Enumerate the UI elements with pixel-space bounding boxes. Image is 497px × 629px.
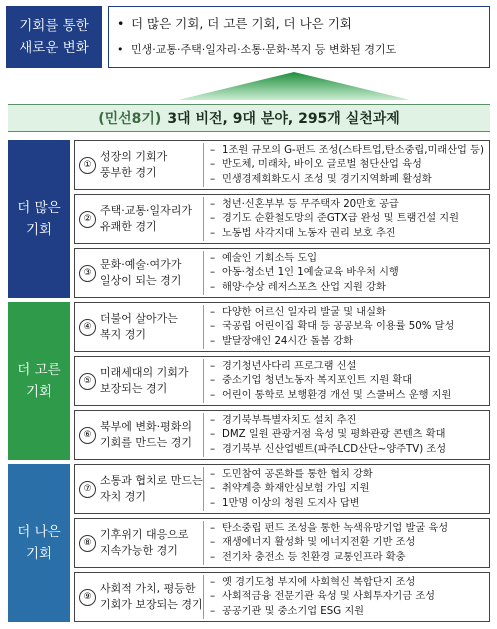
dash-icon: – xyxy=(210,267,216,279)
dash-icon: – xyxy=(210,360,216,372)
list-item xyxy=(210,227,487,240)
item-text: 경기북부특별자치도 설치 추진 xyxy=(222,414,357,426)
category-title xyxy=(79,303,203,351)
banner-line-1 xyxy=(117,11,481,37)
category-title-line1: 더불어 살아가는 xyxy=(100,312,178,325)
section-better-opportunity xyxy=(8,464,490,622)
dash-icon: – xyxy=(210,375,216,387)
dash-icon: – xyxy=(210,321,216,333)
category-title xyxy=(79,465,203,513)
circled-number: ③ xyxy=(79,265,96,282)
dash-icon: – xyxy=(210,213,216,225)
dash-icon: – xyxy=(210,537,216,549)
section-body xyxy=(74,140,490,298)
section-label-line1: 더 많은 xyxy=(17,200,61,216)
list-item xyxy=(210,497,487,510)
list-item xyxy=(210,173,487,186)
list-item xyxy=(210,306,487,319)
category-row-8 xyxy=(74,518,490,568)
item-text: 취약계층 화재안심보험 가입 지원 xyxy=(222,483,370,495)
item-text: 사회적금융 전문기관 육성 및 사회투자기금 조성 xyxy=(222,591,436,603)
dash-icon: – xyxy=(210,306,216,318)
dash-icon: – xyxy=(210,522,216,534)
category-row-9 xyxy=(74,572,490,622)
bullet-icon: • xyxy=(117,43,124,56)
section-label-line1: 더 고른 xyxy=(17,362,61,378)
category-row-3 xyxy=(74,248,490,298)
banner-label xyxy=(6,6,102,68)
category-title-line2: 일상이 되는 경기 xyxy=(100,274,182,287)
circled-number: ⑧ xyxy=(79,535,96,552)
item-text: 전기차 충전소 등 친환경 교통인프라 확충 xyxy=(222,552,406,564)
section-fairer-opportunity xyxy=(8,302,490,460)
dash-icon: – xyxy=(210,444,216,456)
item-list xyxy=(203,467,487,511)
section-body xyxy=(74,464,490,622)
bullet-icon: • xyxy=(117,16,125,31)
list-item xyxy=(210,281,487,294)
section-label-line2: 기회 xyxy=(25,222,53,238)
item-list xyxy=(203,305,487,349)
green-arrow-icon xyxy=(178,70,410,100)
circled-number: ⑨ xyxy=(79,589,96,606)
list-item xyxy=(210,522,487,535)
banner-box xyxy=(108,6,490,68)
category-title xyxy=(79,519,203,567)
circled-number: ① xyxy=(79,157,96,174)
category-title-line2: 자치 경기 xyxy=(100,490,147,503)
list-item xyxy=(210,414,487,427)
item-text: 1만명 이상의 청원 도지사 답변 xyxy=(222,498,360,510)
dash-icon: – xyxy=(210,606,216,618)
item-text: 발달장애인 24시간 돌봄 강화 xyxy=(222,336,353,348)
banner-label-line1: 기회를 통한 xyxy=(19,18,89,34)
item-list xyxy=(203,575,487,619)
list-item xyxy=(210,320,487,333)
item-list xyxy=(203,521,487,565)
item-text: 경기청년사다리 프로그램 신설 xyxy=(222,360,357,372)
section-label xyxy=(8,464,70,622)
circled-number: ② xyxy=(79,211,96,228)
category-title xyxy=(79,249,203,297)
item-list xyxy=(203,143,487,187)
item-text: 해양·수상 레저스포츠 산업 지원 강화 xyxy=(222,282,386,294)
dash-icon: – xyxy=(210,198,216,210)
section-body xyxy=(74,302,490,460)
category-title-line2: 보장되는 경기 xyxy=(100,382,168,395)
list-item xyxy=(210,360,487,373)
title-text: 3대 비전, 9대 분야, 295개 실천과제 xyxy=(167,111,400,127)
dash-icon: – xyxy=(210,414,216,426)
category-row-6 xyxy=(74,410,490,460)
dash-icon: – xyxy=(210,591,216,603)
category-title xyxy=(79,573,203,621)
banner-label-line2: 새로운 변화 xyxy=(19,40,89,56)
category-title-line1: 북부에 변화·평화의 xyxy=(100,420,193,433)
item-text: 도민참여 공론화를 통한 협치 강화 xyxy=(222,468,373,480)
dash-icon: – xyxy=(210,174,216,186)
category-title-line1: 소통과 협치로 만드는 xyxy=(100,474,203,487)
dash-icon: – xyxy=(210,144,216,156)
item-text: 반도체, 미래차, 바이오 글로벌 첨단산업 육성 xyxy=(222,159,422,171)
dash-icon: – xyxy=(210,336,216,348)
dash-icon: – xyxy=(210,468,216,480)
item-text: 공공기관 및 중소기업 ESG 지원 xyxy=(222,606,365,618)
title-prefix: (민선8기) xyxy=(98,111,162,127)
category-title-line2: 지속가능한 경기 xyxy=(100,544,178,557)
item-text: 청년·신혼부부 등 무주택자 20만호 공급 xyxy=(222,198,399,210)
item-text: 재생에너지 활성화 및 에너지전환 기반 조성 xyxy=(222,537,416,549)
list-item xyxy=(210,590,487,603)
item-text: 경기도 순환철도망의 준GTX급 완성 및 트램건설 지원 xyxy=(222,213,459,225)
circled-number: ⑦ xyxy=(79,481,96,498)
dash-icon: – xyxy=(210,390,216,402)
category-title-line1: 주택·교통·일자리가 xyxy=(100,204,193,217)
section-label-line1: 더 나은 xyxy=(17,524,61,540)
dash-icon: – xyxy=(210,552,216,564)
list-item xyxy=(210,158,487,171)
item-text: 예술인 기회소득 도입 xyxy=(222,252,318,264)
category-title-line2: 기회가 보장되는 경기 xyxy=(100,598,203,611)
section-more-opportunity xyxy=(8,140,490,298)
dash-icon: – xyxy=(210,282,216,294)
category-title-line1: 미래세대의 기회가 xyxy=(100,366,189,379)
category-title-line2: 기회를 만드는 경기 xyxy=(100,436,193,449)
item-text: 아동·청소년 1인 1예술교육 바우처 시행 xyxy=(222,267,399,279)
dash-icon: – xyxy=(210,228,216,240)
category-title xyxy=(79,195,203,243)
item-text: 국공립 어린이집 확대 등 공공보육 이용률 50% 달성 xyxy=(222,321,455,333)
banner-line-1-text: 더 많은 기회, 더 고른 기회, 더 나은 기회 xyxy=(131,16,352,31)
item-text: DMZ 일원 관광거점 육성 및 평화관광 콘텐츠 확대 xyxy=(222,429,446,441)
item-list xyxy=(203,251,487,295)
item-text: 경기북부 신산업벨트(파주LCD산단~양주TV) 조성 xyxy=(222,444,447,456)
item-text: 다양한 어르신 일자리 발굴 및 내실화 xyxy=(222,306,386,318)
category-title-line2: 복지 경기 xyxy=(100,328,147,341)
banner-line-2 xyxy=(117,37,481,63)
dash-icon: – xyxy=(210,498,216,510)
item-text: 민생경제회화도시 조성 및 경기지역화폐 활성화 xyxy=(222,174,432,186)
list-item xyxy=(210,482,487,495)
list-item xyxy=(210,536,487,549)
item-text: 어린이 통학로 보행환경 개선 및 스쿨버스 운행 지원 xyxy=(222,390,452,402)
category-title-line1: 문화·예술·여가가 xyxy=(100,258,182,271)
category-row-2 xyxy=(74,194,490,244)
circled-number: ④ xyxy=(79,319,96,336)
list-item xyxy=(210,428,487,441)
banner-line-2-text: 민생·교통·주택·일자리·소통·문화·복지 등 변화된 경기도 xyxy=(131,43,397,56)
list-item xyxy=(210,266,487,279)
item-list xyxy=(203,413,487,457)
section-label xyxy=(8,140,70,298)
item-text: 노동법 사각지대 노동자 권리 보호 추진 xyxy=(222,228,396,240)
list-item xyxy=(210,198,487,211)
category-title xyxy=(79,141,203,189)
list-item xyxy=(210,389,487,402)
list-item xyxy=(210,252,487,265)
dash-icon: – xyxy=(210,429,216,441)
list-item xyxy=(210,374,487,387)
dash-icon: – xyxy=(210,252,216,264)
list-item xyxy=(210,468,487,481)
category-row-1 xyxy=(74,140,490,190)
list-item xyxy=(210,212,487,225)
dash-icon: – xyxy=(210,576,216,588)
section-label xyxy=(8,302,70,460)
item-text: 탄소중립 펀드 조성을 통한 녹색유망기업 발굴 육성 xyxy=(222,522,449,534)
section-label-line2: 기회 xyxy=(25,384,53,400)
list-item xyxy=(210,335,487,348)
dash-icon: – xyxy=(210,159,216,171)
page-title xyxy=(8,104,490,132)
category-title-line1: 기후위기 대응으로 xyxy=(100,528,189,541)
item-list xyxy=(203,359,487,403)
category-row-4 xyxy=(74,302,490,352)
item-text: 옛 경기도청 부지에 사회혁신 복합단지 조성 xyxy=(222,576,416,588)
category-title xyxy=(79,411,203,459)
dash-icon: – xyxy=(210,483,216,495)
category-title-line2: 풍부한 경기 xyxy=(100,166,157,179)
circled-number: ⑥ xyxy=(79,427,96,444)
list-item xyxy=(210,605,487,618)
category-row-7 xyxy=(74,464,490,514)
category-row-5 xyxy=(74,356,490,406)
circled-number: ⑤ xyxy=(79,373,96,390)
list-item xyxy=(210,144,487,157)
list-item xyxy=(210,551,487,564)
item-text: 중소기업 청년노동자 복지포인트 지원 확대 xyxy=(222,375,413,387)
list-item xyxy=(210,576,487,589)
category-title xyxy=(79,357,203,405)
category-title-line2: 유쾌한 경기 xyxy=(100,220,157,233)
category-title-line1: 사회적 가치, 평등한 xyxy=(100,582,196,595)
category-title-line1: 성장의 기회가 xyxy=(100,150,168,163)
item-list xyxy=(203,197,487,241)
list-item xyxy=(210,443,487,456)
item-text: 1조원 규모의 G-펀드 조성(스타트업,탄소중립,미래산업 등) xyxy=(222,144,484,156)
section-label-line2: 기회 xyxy=(25,546,53,562)
